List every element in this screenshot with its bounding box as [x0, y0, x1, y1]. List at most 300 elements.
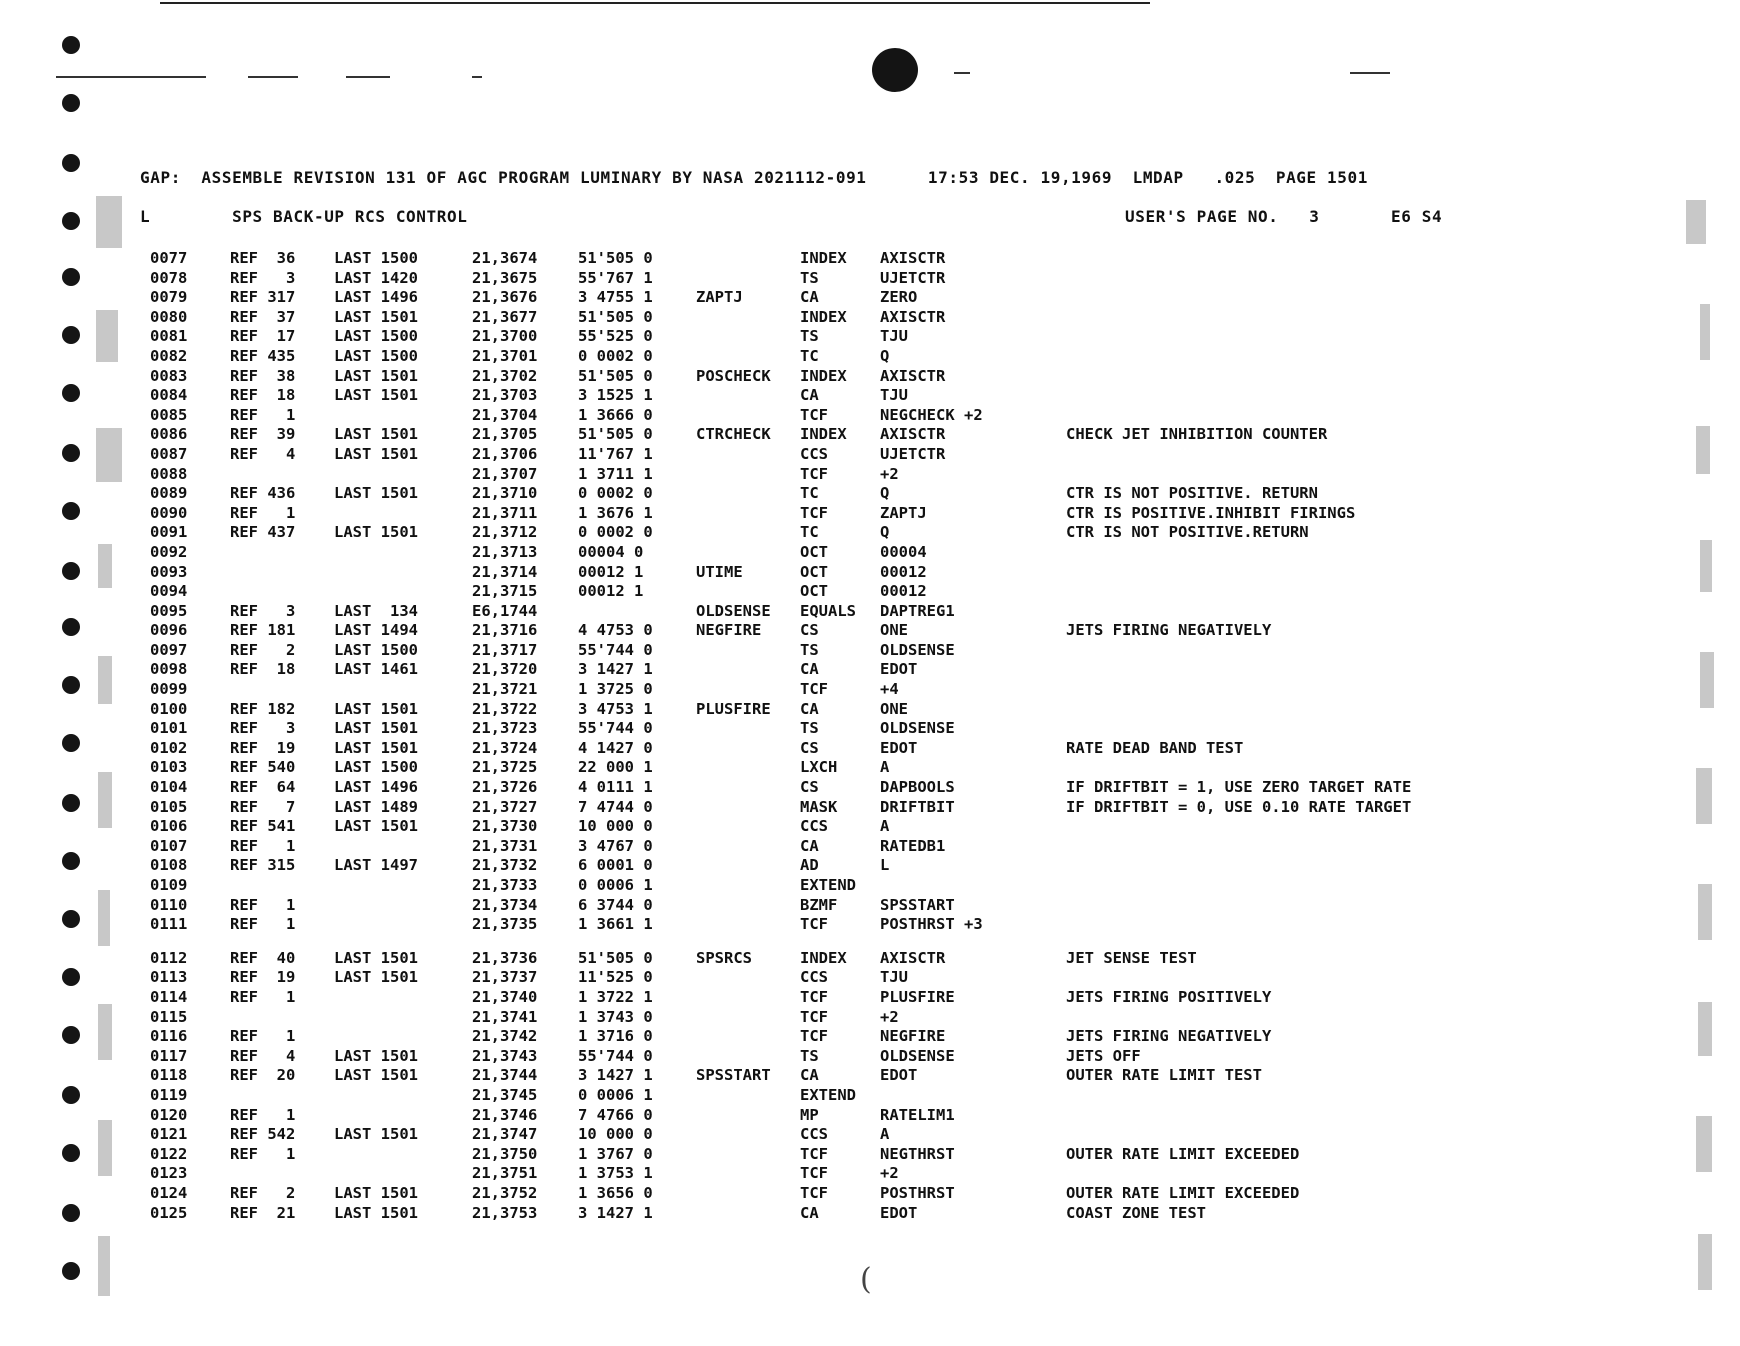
last-ref: LAST 1500: [334, 346, 418, 365]
table-row: [0, 308, 1740, 328]
table-row: [0, 621, 1740, 641]
object-code: 1 3716 0: [578, 1027, 653, 1046]
opcode: EXTEND: [800, 876, 856, 894]
line-number: 0091: [150, 523, 188, 542]
table-row: [0, 680, 1740, 700]
object-code: 4 1427 0: [578, 738, 653, 757]
symbol-label: ZAPTJ: [696, 288, 743, 307]
line-number: 0116: [150, 1027, 188, 1046]
opcode: TCF: [800, 1183, 828, 1202]
address: 21,3713: [472, 542, 538, 561]
ref-count: REF 40: [230, 948, 296, 967]
line-number: 0090: [150, 503, 188, 522]
line-number: 0095: [150, 601, 188, 620]
opcode: TCF: [800, 1144, 828, 1163]
address: 21,3725: [472, 758, 538, 777]
address: E6,1744: [472, 601, 538, 620]
opcode: TS: [800, 640, 819, 659]
opcode: TS: [800, 1046, 819, 1065]
ref-count: REF 315: [230, 856, 296, 875]
comment: JETS FIRING NEGATIVELY: [1066, 621, 1272, 640]
operand: A: [880, 817, 890, 836]
last-ref: LAST 1501: [334, 386, 418, 405]
last-ref: LAST 1501: [334, 1203, 418, 1222]
symbol-label: UTIME: [696, 562, 743, 581]
operand: DAPTREG1: [880, 601, 955, 620]
top-rule: [160, 2, 1150, 4]
operand: ONE: [880, 699, 908, 718]
table-row: [0, 347, 1740, 367]
operand: OLDSENSE: [880, 1046, 955, 1065]
opcode: EXTEND: [800, 1085, 856, 1104]
table-row: [0, 288, 1740, 308]
opcode: CCS: [800, 1125, 828, 1144]
line-number: 0099: [150, 680, 188, 699]
last-ref: LAST 1501: [334, 817, 418, 836]
object-code: 51'505 0: [578, 425, 653, 444]
line-number: 0094: [150, 582, 188, 601]
ref-count: REF 435: [230, 346, 296, 365]
ref-count: REF 18: [230, 386, 296, 405]
ref-count: REF 1: [230, 1105, 296, 1124]
operand: EDOT: [880, 1066, 918, 1085]
opcode: OCT: [800, 562, 828, 581]
line-number: 0125: [150, 1203, 188, 1222]
address: 21,3741: [472, 1007, 538, 1026]
object-code: 1 3767 0: [578, 1144, 653, 1163]
comment: OUTER RATE LIMIT EXCEEDED: [1066, 1144, 1300, 1163]
table-row: [0, 1027, 1740, 1047]
ref-count: REF 36: [230, 249, 296, 267]
table-row: [0, 739, 1740, 759]
last-ref: LAST 1501: [334, 948, 418, 967]
address: 21,3720: [472, 660, 538, 679]
operand: L: [880, 856, 890, 875]
table-row: [0, 1066, 1740, 1086]
opcode: TS: [800, 719, 819, 738]
table-row: [0, 719, 1740, 739]
address: 21,3704: [472, 405, 538, 424]
object-code: 1 3753 1: [578, 1164, 653, 1183]
ref-count: REF 7: [230, 797, 296, 816]
code-listing: [0, 249, 1740, 1223]
ref-count: REF 19: [230, 968, 296, 987]
opcode: AD: [800, 856, 819, 875]
object-code: 1 3722 1: [578, 987, 653, 1006]
object-code: 6 0001 0: [578, 856, 653, 875]
line-number: 0119: [150, 1085, 188, 1104]
operand: +4: [880, 680, 899, 699]
operand: UJETCTR: [880, 444, 946, 463]
table-row: [0, 968, 1740, 988]
ref-count: REF 437: [230, 523, 296, 542]
table-row: [0, 367, 1740, 387]
ref-count: REF 1: [230, 987, 296, 1006]
table-row: [0, 1145, 1740, 1165]
object-code: 51'505 0: [578, 307, 653, 326]
operand: AXISCTR: [880, 307, 946, 326]
last-ref: LAST 1461: [334, 660, 418, 679]
table-row: [0, 425, 1740, 445]
comment: JETS OFF: [1066, 1046, 1141, 1065]
table-row: [0, 915, 1740, 935]
ref-count: REF 181: [230, 621, 296, 640]
operand: 00012: [880, 582, 927, 601]
ref-count: REF 38: [230, 366, 296, 385]
object-code: 3 1427 1: [578, 1203, 653, 1222]
operand: ZAPTJ: [880, 503, 927, 522]
object-code: 3 1427 1: [578, 660, 653, 679]
comment: OUTER RATE LIMIT EXCEEDED: [1066, 1183, 1300, 1202]
table-row: [0, 269, 1740, 289]
opcode: TCF: [800, 464, 828, 483]
line-number: 0122: [150, 1144, 188, 1163]
opcode: OCT: [800, 582, 828, 601]
table-row: [0, 445, 1740, 465]
operand: RATEDB1: [880, 836, 946, 855]
address: 21,3743: [472, 1046, 538, 1065]
comment: CTR IS NOT POSITIVE.RETURN: [1066, 523, 1309, 542]
ref-count: REF 21: [230, 1203, 296, 1222]
opcode: CA: [800, 288, 819, 307]
comment: CHECK JET INHIBITION COUNTER: [1066, 425, 1328, 444]
table-row: [0, 837, 1740, 857]
opcode: CA: [800, 1066, 819, 1085]
table-row: [0, 602, 1740, 622]
table-row: [0, 949, 1740, 969]
opcode: CA: [800, 836, 819, 855]
margin-smudge: [1686, 200, 1706, 244]
margin-smudge: [96, 196, 122, 248]
line-number: 0124: [150, 1183, 188, 1202]
table-row: [0, 758, 1740, 778]
object-code: 00012 1: [578, 562, 644, 581]
last-ref: LAST 1500: [334, 640, 418, 659]
comment: IF DRIFTBIT = 0, USE 0.10 RATE TARGET: [1066, 797, 1412, 816]
symbol-label: CTRCHECK: [696, 425, 771, 444]
address: 21,3746: [472, 1105, 538, 1124]
object-code: 3 4755 1: [578, 288, 653, 307]
address: 21,3717: [472, 640, 538, 659]
last-ref: LAST 1497: [334, 856, 418, 875]
opcode: TS: [800, 327, 819, 346]
opcode: OCT: [800, 542, 828, 561]
address: 21,3747: [472, 1125, 538, 1144]
opcode: TCF: [800, 1007, 828, 1026]
table-row: [0, 1086, 1740, 1106]
object-code: 55'744 0: [578, 640, 653, 659]
operand: 00012: [880, 562, 927, 581]
opcode: TCF: [800, 503, 828, 522]
symbol-label: POSCHECK: [696, 366, 771, 385]
line-number: 0097: [150, 640, 188, 659]
operand: OLDSENSE: [880, 640, 955, 659]
opcode: TCF: [800, 987, 828, 1006]
ref-count: REF 436: [230, 484, 296, 503]
address: 21,3675: [472, 268, 538, 287]
table-row: [0, 856, 1740, 876]
last-ref: LAST 1501: [334, 719, 418, 738]
opcode: INDEX: [800, 366, 847, 385]
address: 21,3750: [472, 1144, 538, 1163]
address: 21,3707: [472, 464, 538, 483]
object-code: 0 0002 0: [578, 346, 653, 365]
table-row: [0, 1204, 1740, 1224]
table-row: [0, 249, 1740, 269]
table-row: [0, 386, 1740, 406]
operand: TJU: [880, 386, 908, 405]
operand: Q: [880, 484, 890, 503]
comment: CTR IS NOT POSITIVE. RETURN: [1066, 484, 1318, 503]
line-number: 0098: [150, 660, 188, 679]
line-number: 0082: [150, 346, 188, 365]
object-code: 1 3666 0: [578, 405, 653, 424]
object-code: 7 4766 0: [578, 1105, 653, 1124]
line-number: 0085: [150, 405, 188, 424]
symbol-label: SPSSTART: [696, 1066, 771, 1085]
address: 21,3723: [472, 719, 538, 738]
object-code: 55'767 1: [578, 268, 653, 287]
comment: IF DRIFTBIT = 1, USE ZERO TARGET RATE: [1066, 778, 1412, 797]
opcode: TCF: [800, 1164, 828, 1183]
top-dash: [954, 72, 970, 74]
comment: OUTER RATE LIMIT TEST: [1066, 1066, 1262, 1085]
line-number: 0092: [150, 542, 188, 561]
punch-hole-icon: [62, 154, 80, 172]
top-dash: [1350, 72, 1390, 74]
operand: OLDSENSE: [880, 719, 955, 738]
opcode: CA: [800, 699, 819, 718]
line-number: 0077: [150, 249, 188, 267]
object-code: 11'767 1: [578, 444, 653, 463]
ref-count: REF 3: [230, 268, 296, 287]
symbol-label: NEGFIRE: [696, 621, 762, 640]
line-number: 0093: [150, 562, 188, 581]
object-code: 0 0006 1: [578, 876, 653, 894]
object-code: 00004 0: [578, 542, 644, 561]
table-row: [0, 876, 1740, 896]
opcode: MP: [800, 1105, 819, 1124]
address: 21,3753: [472, 1203, 538, 1222]
symbol-label: OLDSENSE: [696, 601, 771, 620]
line-number: 0115: [150, 1007, 188, 1026]
opcode: CS: [800, 778, 819, 797]
line-number: 0079: [150, 288, 188, 307]
line-number: 0105: [150, 797, 188, 816]
opcode: CA: [800, 386, 819, 405]
operand: A: [880, 1125, 890, 1144]
margin-smudge: [98, 1236, 110, 1296]
object-code: 6 3744 0: [578, 895, 653, 914]
table-row: [0, 523, 1740, 543]
operand: RATELIM1: [880, 1105, 955, 1124]
ref-count: REF 541: [230, 817, 296, 836]
table-row: [0, 641, 1740, 661]
ref-count: REF 2: [230, 1183, 296, 1202]
operand: AXISCTR: [880, 366, 946, 385]
object-code: 4 0111 1: [578, 778, 653, 797]
object-code: 22 000 1: [578, 758, 653, 777]
table-row: [0, 778, 1740, 798]
line-number: 0089: [150, 484, 188, 503]
comment: JET SENSE TEST: [1066, 948, 1197, 967]
object-code: 4 4753 0: [578, 621, 653, 640]
opcode: TCF: [800, 405, 828, 424]
table-row: [0, 1164, 1740, 1184]
object-code: 1 3661 1: [578, 915, 653, 934]
object-code: 00012 1: [578, 582, 644, 601]
table-row: [0, 582, 1740, 602]
last-ref: LAST 1496: [334, 288, 418, 307]
address: 21,3700: [472, 327, 538, 346]
last-ref: LAST 1494: [334, 621, 418, 640]
object-code: 55'525 0: [578, 327, 653, 346]
line-number: 0117: [150, 1046, 188, 1065]
last-ref: LAST 1489: [334, 797, 418, 816]
object-code: 0 0002 0: [578, 484, 653, 503]
line-number: 0107: [150, 836, 188, 855]
top-dash: [346, 76, 390, 78]
last-ref: LAST 1501: [334, 523, 418, 542]
symbol-label: SPSRCS: [696, 948, 752, 967]
comment: CTR IS POSITIVE.INHIBIT FIRINGS: [1066, 503, 1356, 522]
operand: AXISCTR: [880, 425, 946, 444]
line-number: 0120: [150, 1105, 188, 1124]
last-ref: LAST 1500: [334, 249, 418, 267]
line-number: 0096: [150, 621, 188, 640]
table-row: [0, 327, 1740, 347]
table-row: [0, 563, 1740, 583]
users-page-number: USER'S PAGE NO. 3 E6 S4: [1125, 207, 1443, 226]
object-code: 1 3725 0: [578, 680, 653, 699]
top-dash: [56, 76, 206, 78]
line-number: 0111: [150, 915, 188, 934]
line-number: 0121: [150, 1125, 188, 1144]
operand: ZERO: [880, 288, 918, 307]
last-ref: LAST 1501: [334, 366, 418, 385]
last-ref: LAST 1501: [334, 968, 418, 987]
object-code: 51'505 0: [578, 366, 653, 385]
opcode: TCF: [800, 1027, 828, 1046]
line-number: 0102: [150, 738, 188, 757]
opcode: EQUALS: [800, 601, 856, 620]
opcode: LXCH: [800, 758, 838, 777]
ink-blot-icon: [872, 48, 918, 92]
opcode: BZMF: [800, 895, 838, 914]
object-code: 10 000 0: [578, 1125, 653, 1144]
address: 21,3742: [472, 1027, 538, 1046]
table-row: [0, 817, 1740, 837]
object-code: 1 3711 1: [578, 464, 653, 483]
address: 21,3722: [472, 699, 538, 718]
opcode: INDEX: [800, 425, 847, 444]
line-number: 0100: [150, 699, 188, 718]
punch-hole-icon: [62, 212, 80, 230]
last-ref: LAST 1501: [334, 1046, 418, 1065]
punch-hole-icon: [62, 36, 80, 54]
object-code: 51'505 0: [578, 249, 653, 267]
opcode: CCS: [800, 817, 828, 836]
opcode: TC: [800, 523, 819, 542]
last-ref: LAST 1501: [334, 1125, 418, 1144]
opcode: TCF: [800, 680, 828, 699]
operand: EDOT: [880, 738, 918, 757]
operand: AXISCTR: [880, 948, 946, 967]
paren-mark: (: [860, 1262, 872, 1297]
ref-count: REF 1: [230, 836, 296, 855]
address: 21,3736: [472, 948, 538, 967]
line-number: 0080: [150, 307, 188, 326]
table-row: [0, 465, 1740, 485]
object-code: 7 4744 0: [578, 797, 653, 816]
opcode: INDEX: [800, 948, 847, 967]
ref-count: REF 1: [230, 895, 296, 914]
line-number: 0110: [150, 895, 188, 914]
table-row: [0, 1008, 1740, 1028]
operand: PLUSFIRE: [880, 987, 955, 1006]
last-ref: LAST 1501: [334, 444, 418, 463]
last-ref: LAST 1501: [334, 699, 418, 718]
table-row: [0, 700, 1740, 720]
operand: ONE: [880, 621, 908, 640]
ref-count: REF 540: [230, 758, 296, 777]
object-code: 3 1427 1: [578, 1066, 653, 1085]
comment: JETS FIRING NEGATIVELY: [1066, 1027, 1272, 1046]
opcode: CS: [800, 621, 819, 640]
address: 21,3710: [472, 484, 538, 503]
object-code: 1 3743 0: [578, 1007, 653, 1026]
line-number: 0088: [150, 464, 188, 483]
operand: NEGCHECK +2: [880, 405, 983, 424]
ref-count: REF 37: [230, 307, 296, 326]
address: 21,3721: [472, 680, 538, 699]
address: 21,3734: [472, 895, 538, 914]
address: 21,3715: [472, 582, 538, 601]
ref-count: REF 20: [230, 1066, 296, 1085]
object-code: 55'744 0: [578, 719, 653, 738]
last-ref: LAST 1496: [334, 778, 418, 797]
line-number: 0084: [150, 386, 188, 405]
operand: POSTHRST +3: [880, 915, 983, 934]
ref-count: REF 4: [230, 1046, 296, 1065]
operand: EDOT: [880, 660, 918, 679]
operand: TJU: [880, 968, 908, 987]
object-code: 3 4767 0: [578, 836, 653, 855]
line-number: 0109: [150, 876, 188, 894]
line-number: 0113: [150, 968, 188, 987]
section-title: L SPS BACK-UP RCS CONTROL: [140, 207, 468, 226]
line-number: 0103: [150, 758, 188, 777]
ref-count: REF 1: [230, 1027, 296, 1046]
object-code: 11'525 0: [578, 968, 653, 987]
operand: +2: [880, 1164, 899, 1183]
address: 21,3703: [472, 386, 538, 405]
address: 21,3752: [472, 1183, 538, 1202]
last-ref: LAST 134: [334, 601, 418, 620]
last-ref: LAST 1420: [334, 268, 418, 287]
operand: Q: [880, 523, 890, 542]
last-ref: LAST 1501: [334, 425, 418, 444]
address: 21,3751: [472, 1164, 538, 1183]
operand: DAPBOOLS: [880, 778, 955, 797]
last-ref: LAST 1501: [334, 307, 418, 326]
ref-count: REF 3: [230, 719, 296, 738]
address: 21,3702: [472, 366, 538, 385]
ref-count: REF 1: [230, 405, 296, 424]
last-ref: LAST 1500: [334, 758, 418, 777]
address: 21,3711: [472, 503, 538, 522]
address: 21,3727: [472, 797, 538, 816]
